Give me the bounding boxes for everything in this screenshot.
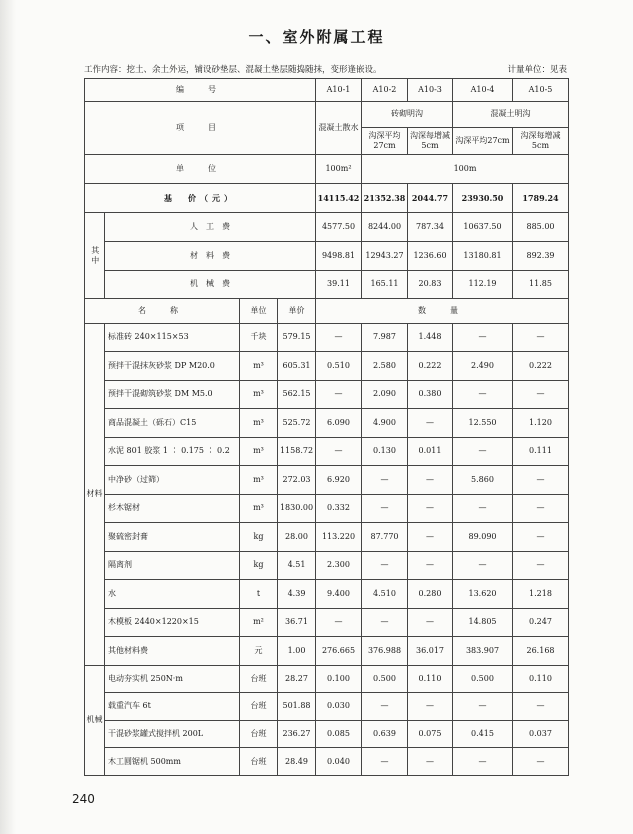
labor-cell: 4577.50	[316, 213, 362, 242]
table-row	[85, 409, 569, 438]
code-row	[85, 79, 569, 102]
resource-price: 28.27	[278, 665, 316, 693]
resource-name: 其他材料费	[105, 637, 240, 666]
resource-unit: 千块	[240, 323, 278, 352]
unit-cell: 100m	[362, 155, 569, 184]
resource-name: 标准砖 240×115×53	[105, 323, 240, 352]
resource-unit: m³	[240, 466, 278, 495]
machine-fee-row	[85, 270, 569, 299]
quantity-cell: 0.030	[316, 693, 362, 721]
col-price-label: 单价	[278, 299, 316, 323]
unit-label: 单 位	[85, 155, 316, 184]
quantity-cell: 0.110	[513, 665, 569, 693]
resource-unit: kg	[240, 523, 278, 552]
table-row	[85, 551, 569, 580]
quantity-cell: —	[513, 380, 569, 409]
category-label: 材料	[85, 323, 105, 665]
resource-unit: 台班	[240, 693, 278, 721]
quantity-cell: 0.222	[513, 352, 569, 381]
quantity-cell: —	[316, 323, 362, 352]
quantity-cell: 0.011	[408, 437, 453, 466]
code-cell: A10-3	[408, 79, 453, 102]
table-row	[85, 437, 569, 466]
quantity-cell: —	[513, 494, 569, 523]
table-row	[85, 637, 569, 666]
resource-price: 501.88	[278, 693, 316, 721]
machine-fee-cell: 20.83	[408, 270, 453, 299]
material-fee-cell: 13180.81	[453, 242, 513, 271]
resource-name: 隔离剂	[105, 551, 240, 580]
resource-name: 商品混凝土（砾石）C15	[105, 409, 240, 438]
quantity-cell: 13.620	[453, 580, 513, 609]
quantity-cell: 0.500	[453, 665, 513, 693]
quantity-cell: 0.085	[316, 720, 362, 748]
resource-name: 水泥 801 胶浆 1 ∶ 0.175 ∶ 0.2	[105, 437, 240, 466]
table-row	[85, 352, 569, 381]
quantity-cell: —	[453, 748, 513, 776]
quantity-cell: 12.550	[453, 409, 513, 438]
resource-price: 562.15	[278, 380, 316, 409]
quantity-cell: 0.040	[316, 748, 362, 776]
page-number: 240	[72, 792, 95, 806]
group-concrete-ditch: 混凝土明沟	[453, 102, 569, 127]
quantity-cell: 2.580	[362, 352, 408, 381]
quantity-cell: —	[362, 494, 408, 523]
resource-unit: 台班	[240, 748, 278, 776]
quantity-cell: 0.111	[513, 437, 569, 466]
machine-fee-cell: 112.19	[453, 270, 513, 299]
machine-fee-cell: 39.11	[316, 270, 362, 299]
quantity-cell: 7.987	[362, 323, 408, 352]
labor-cell: 787.34	[408, 213, 453, 242]
quantity-cell: 89.090	[453, 523, 513, 552]
resource-price: 28.00	[278, 523, 316, 552]
resource-name: 预拌干混砌筑砂浆 DM M5.0	[105, 380, 240, 409]
quantity-cell: 0.510	[316, 352, 362, 381]
quantity-cell: —	[362, 748, 408, 776]
subitem-cell: 沟深平均27cm	[362, 127, 408, 155]
resource-unit: m³	[240, 494, 278, 523]
quantity-cell: 376.988	[362, 637, 408, 666]
quantity-cell: 0.247	[513, 608, 569, 637]
quantity-cell: —	[453, 380, 513, 409]
quantity-cell: 0.280	[408, 580, 453, 609]
labor-cell: 885.00	[513, 213, 569, 242]
code-cell: A10-2	[362, 79, 408, 102]
code-cell: A10-5	[513, 79, 569, 102]
quantity-cell: —	[513, 693, 569, 721]
material-fee-cell: 892.39	[513, 242, 569, 271]
quantity-cell: 4.510	[362, 580, 408, 609]
machine-fee-cell: 11.85	[513, 270, 569, 299]
resource-unit: m³	[240, 380, 278, 409]
resource-price: 4.39	[278, 580, 316, 609]
quantity-cell: 0.075	[408, 720, 453, 748]
col-unit-label: 单位	[240, 299, 278, 323]
quantity-cell: —	[408, 409, 453, 438]
quantity-cell: 2.090	[362, 380, 408, 409]
resource-name: 中净砂（过筛）	[105, 466, 240, 495]
resource-price: 525.72	[278, 409, 316, 438]
subitem-cell: 沟深每增减5cm	[513, 127, 569, 155]
quantity-cell: —	[408, 551, 453, 580]
quantity-cell: 0.415	[453, 720, 513, 748]
item-label: 项 目	[85, 102, 316, 155]
base-price-cell: 14115.42	[316, 183, 362, 213]
quantity-cell: —	[513, 551, 569, 580]
binding-shadow	[0, 0, 16, 834]
quantity-cell: 0.380	[408, 380, 453, 409]
quantity-cell: 383.907	[453, 637, 513, 666]
resource-price: 4.51	[278, 551, 316, 580]
labor-label: 人 工 费	[105, 213, 316, 242]
resource-name: 干混砂浆罐式搅拌机 200L	[105, 720, 240, 748]
quantity-cell: 6.090	[316, 409, 362, 438]
table-row	[85, 720, 569, 748]
quantity-cell: —	[513, 523, 569, 552]
quantity-cell: 0.037	[513, 720, 569, 748]
resource-price: 579.15	[278, 323, 316, 352]
quota-table	[84, 78, 569, 776]
material-fee-cell: 12943.27	[362, 242, 408, 271]
table-row	[85, 494, 569, 523]
resource-name: 载重汽车 6t	[105, 693, 240, 721]
base-price-cell: 2044.77	[408, 183, 453, 213]
quantity-cell: —	[453, 437, 513, 466]
base-price-row	[85, 183, 569, 213]
quantity-cell: 4.900	[362, 409, 408, 438]
labor-cell: 8244.00	[362, 213, 408, 242]
item-concrete-apron: 混凝土散水	[316, 102, 362, 155]
quantity-cell: 0.332	[316, 494, 362, 523]
code-cell: A10-4	[453, 79, 513, 102]
quantity-cell: 6.920	[316, 466, 362, 495]
table-row	[85, 580, 569, 609]
quantity-cell: —	[513, 466, 569, 495]
machine-fee-label: 机 械 费	[105, 270, 316, 299]
resource-price: 1.00	[278, 637, 316, 666]
category-label: 机械	[85, 665, 105, 775]
quantity-cell: 0.500	[362, 665, 408, 693]
resource-unit: 台班	[240, 665, 278, 693]
resource-name: 杉木锯材	[105, 494, 240, 523]
resource-price: 272.03	[278, 466, 316, 495]
resource-unit: m²	[240, 608, 278, 637]
quantity-cell: —	[408, 494, 453, 523]
labor-row	[85, 213, 569, 242]
quantity-cell: —	[408, 693, 453, 721]
quantity-label: 数 量	[316, 299, 569, 323]
table-row	[85, 665, 569, 693]
quantity-cell: 0.222	[408, 352, 453, 381]
subitem-cell: 沟深每增减5cm	[408, 127, 453, 155]
resource-price: 236.27	[278, 720, 316, 748]
material-fee-cell: 9498.81	[316, 242, 362, 271]
resource-price: 1830.00	[278, 494, 316, 523]
resource-price: 605.31	[278, 352, 316, 381]
quantity-cell: —	[453, 323, 513, 352]
quantity-cell: —	[362, 693, 408, 721]
table-row	[85, 466, 569, 495]
quantity-cell: 0.639	[362, 720, 408, 748]
table-row	[85, 523, 569, 552]
of-which-label: 其中	[85, 213, 105, 299]
code-cell: A10-1	[316, 79, 362, 102]
resource-price: 1158.72	[278, 437, 316, 466]
quantity-cell: 0.100	[316, 665, 362, 693]
quantity-cell: 87.770	[362, 523, 408, 552]
resource-unit: m³	[240, 409, 278, 438]
table-row	[85, 693, 569, 721]
table-row	[85, 380, 569, 409]
quantity-cell: —	[453, 693, 513, 721]
quantity-cell: 113.220	[316, 523, 362, 552]
page-title: 一、室外附属工程	[248, 28, 385, 46]
quantity-cell: —	[453, 494, 513, 523]
quantity-cell: 0.130	[362, 437, 408, 466]
resource-name: 木工圆锯机 500mm	[105, 748, 240, 776]
quantity-cell: 1.218	[513, 580, 569, 609]
resource-name: 木模板 2440×1220×15	[105, 608, 240, 637]
quantity-cell: 26.168	[513, 637, 569, 666]
quantity-cell: —	[362, 551, 408, 580]
resource-name: 聚硫密封膏	[105, 523, 240, 552]
quantity-cell: —	[453, 551, 513, 580]
quantity-cell: —	[362, 466, 408, 495]
resource-unit: m³	[240, 352, 278, 381]
resource-name: 预拌干混抹灰砂浆 DP M20.0	[105, 352, 240, 381]
column-header-row	[85, 299, 569, 323]
quantity-cell: 2.490	[453, 352, 513, 381]
quantity-cell: —	[362, 608, 408, 637]
quantity-cell: —	[513, 323, 569, 352]
material-fee-label: 材 料 费	[105, 242, 316, 271]
quantity-cell: 0.110	[408, 665, 453, 693]
machine-fee-cell: 165.11	[362, 270, 408, 299]
quantity-cell: 36.017	[408, 637, 453, 666]
quantity-cell: —	[408, 748, 453, 776]
base-price-cell: 23930.50	[453, 183, 513, 213]
labor-cell: 10637.50	[453, 213, 513, 242]
subitem-cell: 沟深平均27cm	[453, 127, 513, 155]
quantity-cell: —	[316, 380, 362, 409]
unit-cell: 100m²	[316, 155, 362, 184]
quantity-cell: 9.400	[316, 580, 362, 609]
unit-note: 计量单位：见表	[507, 65, 567, 75]
resource-unit: m³	[240, 437, 278, 466]
material-fee-cell: 1236.60	[408, 242, 453, 271]
name-label: 名 称	[85, 299, 240, 323]
quantity-cell: 2.300	[316, 551, 362, 580]
table-row	[85, 608, 569, 637]
quantity-cell: —	[316, 437, 362, 466]
quantity-cell: —	[513, 748, 569, 776]
quantity-cell: —	[408, 523, 453, 552]
quantity-cell: 276.665	[316, 637, 362, 666]
base-price-label: 基 价（元）	[85, 183, 316, 213]
resource-name: 水	[105, 580, 240, 609]
quantity-cell: 14.805	[453, 608, 513, 637]
table-row	[85, 323, 569, 352]
resource-unit: 台班	[240, 720, 278, 748]
material-fee-row	[85, 242, 569, 271]
quantity-cell: —	[408, 466, 453, 495]
code-label: 编 号	[85, 79, 316, 102]
resource-price: 36.71	[278, 608, 316, 637]
resource-unit: t	[240, 580, 278, 609]
base-price-cell: 21352.38	[362, 183, 408, 213]
quantity-cell: —	[408, 608, 453, 637]
resource-unit: 元	[240, 637, 278, 666]
resource-unit: kg	[240, 551, 278, 580]
group-row	[85, 102, 569, 127]
work-content: 工作内容：挖土、余土外运，铺设砂垫层、混凝土垫层随捣随抹，变形逢嵌设。	[84, 65, 382, 75]
table-row	[85, 748, 569, 776]
unit-row	[85, 155, 569, 184]
quantity-cell: 5.860	[453, 466, 513, 495]
quantity-cell: 1.448	[408, 323, 453, 352]
group-brick-ditch: 砖砌明沟	[362, 102, 453, 127]
resource-price: 28.49	[278, 748, 316, 776]
resource-name: 电动夯实机 250N·m	[105, 665, 240, 693]
quantity-cell: —	[316, 608, 362, 637]
quantity-cell: 1.120	[513, 409, 569, 438]
base-price-cell: 1789.24	[513, 183, 569, 213]
